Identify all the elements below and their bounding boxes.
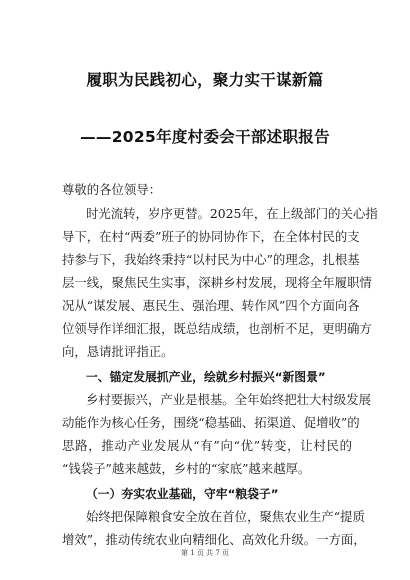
section-line: 乡村要振兴，产业是根基。全年始终把壮大村级发展 (86, 392, 371, 407)
subsection-line: 增效”，推动传统农业向精细化、高效化升级。一方面， (62, 532, 366, 547)
intro-line: 况从“谋发展、惠民生、强治理、转作风”四个方面向各 (62, 298, 360, 313)
intro-line: 层一线，聚焦民生实事，深耕乡村发展，现将全年履职情 (62, 275, 372, 290)
intro-line: 向，恳请批评指正。 (62, 344, 174, 359)
document-title: 履职为民践初心，聚力实干谋新篇 (86, 71, 324, 89)
salutation: 尊敬的各位领导： (62, 182, 162, 197)
intro-line: 导下，在村“两委”班子的协同协作下，在全体村民的支 (62, 229, 360, 244)
intro-line: 位领导作详细汇报，既总结成绩，也剖析不足，更明确方 (62, 321, 372, 336)
subsection-heading: （一）夯实农业基础，守牢“粮袋子” (86, 487, 279, 501)
section-line: “钱袋子”越来越鼓，乡村的“家底”越来越厚。 (62, 461, 311, 476)
page-footer: 第 1 页 共 7 页 (180, 549, 230, 557)
section-line: 动能作为核心任务，围绕“稳基础、拓渠道、促增收”的 (62, 415, 360, 430)
intro-line: 持参与下，我始终秉持“以村民为中心”的理念，扎根基 (62, 252, 360, 267)
section-heading: 一、锚定发展抓产业，绘就乡村振兴“新图景” (86, 370, 326, 384)
intro-line: 时光流转，岁序更替。2025年，在上级部门的关心指 (86, 206, 378, 221)
section-line: 思路，推动产业发展从“有”向“优”转变，让村民的 (62, 438, 352, 453)
subsection-line: 始终把保障粮食安全放在首位，聚焦农业生产“提质 (86, 509, 365, 524)
document-subtitle: ——2025年度村委会干部述职报告 (80, 128, 330, 146)
